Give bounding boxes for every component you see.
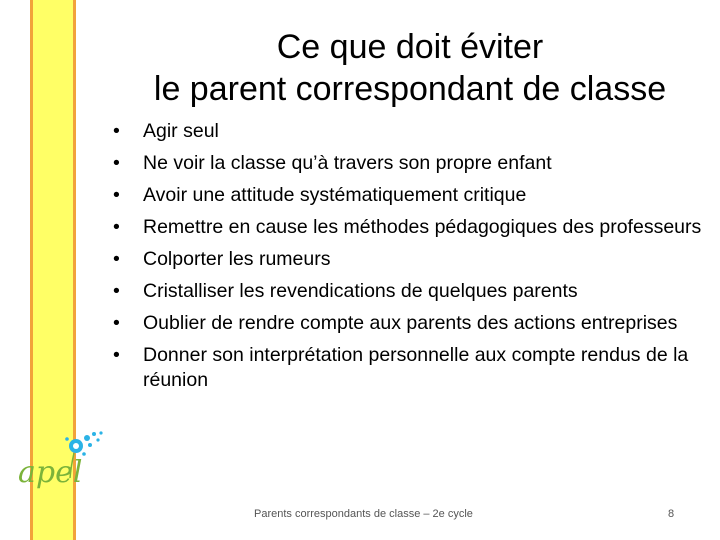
bullet-item: • Avoir une attitude systématiquement critique — [113, 183, 713, 208]
slide-title — [100, 26, 720, 110]
bullet-list — [113, 119, 713, 400]
bullet-item: • Ne voir la classe qu’à travers son propre enfant — [113, 151, 713, 176]
bullet-item: • Colporter les rumeurs — [113, 247, 713, 272]
bullet-item: • Remettre en cause les méthodes pédagogiques des professeurs — [113, 215, 713, 240]
footer-text: Parents correspondants de classe – 2e cycle — [254, 508, 473, 520]
page-number: 8 — [668, 508, 675, 520]
apel-logo-text: apel — [18, 455, 83, 490]
apel-logo — [14, 430, 124, 500]
title-line-2: le parent correspondant de classe — [153, 70, 667, 108]
bullet-item: • Oublier de rendre compte aux parents des actions entreprises — [113, 311, 713, 336]
bullet-item: • Donner son interprétation personnelle aux compte rendus de la réunion — [113, 343, 713, 393]
title-line-1: Ce que doit éviter — [276, 28, 544, 66]
bullet-item: • Cristalliser les revendications de quelques parents — [113, 279, 713, 304]
bullet-item: • Agir seul — [113, 119, 713, 144]
